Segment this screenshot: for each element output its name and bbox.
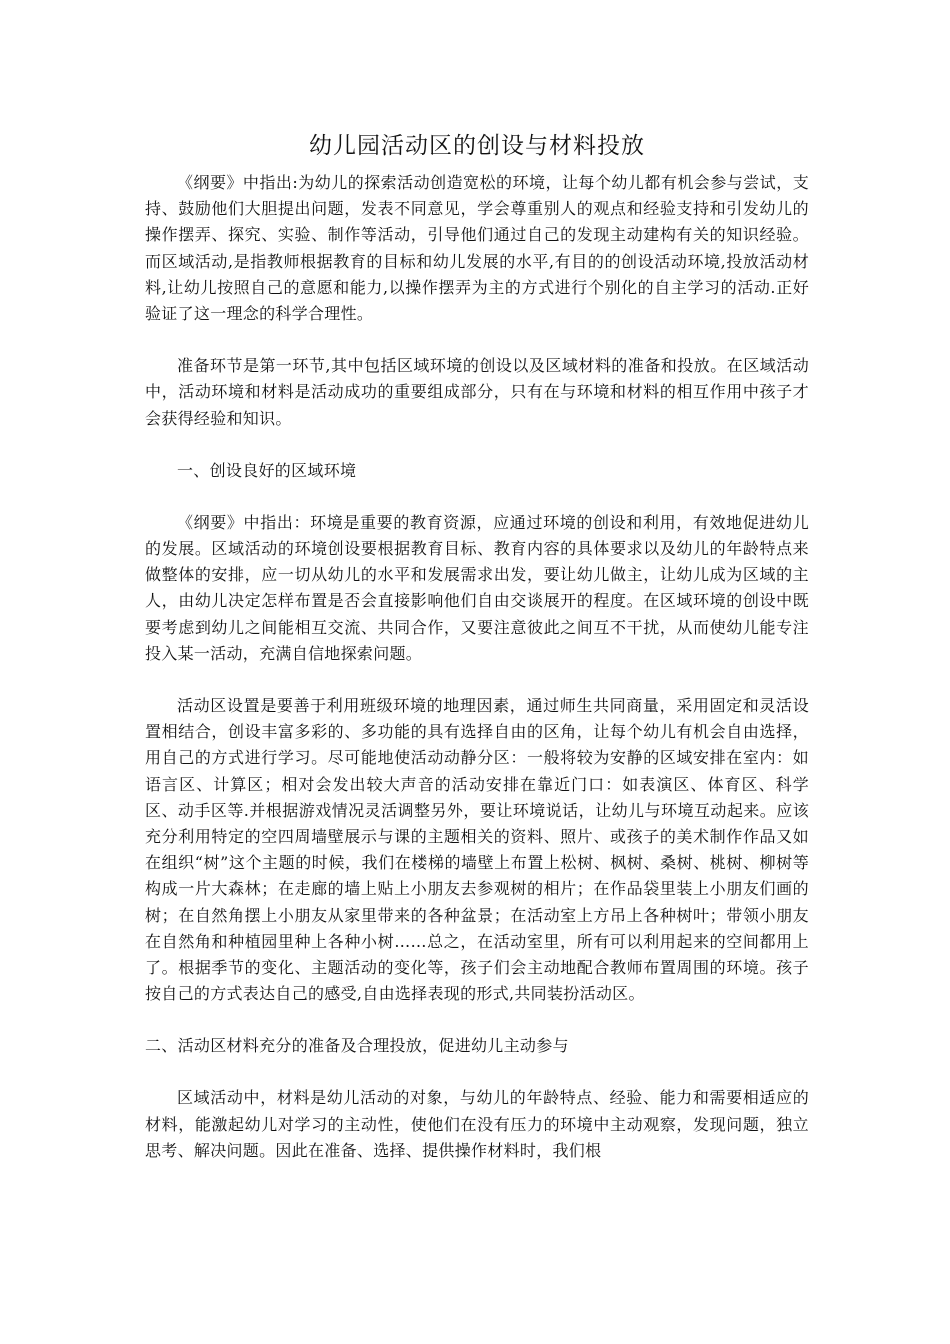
document-title: 幼儿园活动区的创设与材料投放 (309, 133, 645, 159)
paragraph-materials: 区域活动中，材料是幼儿活动的对象，与幼儿的年龄特点、经验、能力和需要相适应的材料，能激起幼儿对学习的主动性，使他们在没有压力的环境中主动观察，发现问题，独立思考、解决问题。因此在准备、选择、提供操作材料时，我们根 (145, 1088, 809, 1160)
paragraph-environment: 《纲要》中指出：环境是重要的教育资源，应通过环境的创设和利用，有效地促进幼儿的发展。区域活动的环境创设要根据教育目标、教育内容的具体要求以及幼儿的年龄特点来做整体的安排，应一切从幼儿的水平和发展需求出发，要让幼儿做主，让幼儿成为区域的主人，由幼儿决定怎样布置是否会直接影响他们自由交谈展开的程度。在区域环境的创设中既要考虑到幼儿之间能相互交流、共同合作，又要注意彼此之间互不干扰，从而使幼儿能专注投入某一活动，充满自信地探索问题。 (145, 512, 809, 663)
document-page (145, 128, 809, 1190)
paragraph-preparation: 准备环节是第一环节,其中包括区域环境的创设以及区域材料的准备和投放。在区域活动中，活动环境和材料是活动成功的重要组成部分，只有在与环境和材料的相互作用中孩子才会获得经验和知识。 (145, 356, 809, 428)
paragraph-intro: 《纲要》中指出:为幼儿的探索活动创造宽松的环境，让每个幼儿都有机会参与尝试，支持、鼓励他们大胆提出问题，发表不同意见，学会尊重别人的观点和经验支持和引发幼儿的操作摆弄、探究、实验、制作等活动，引导他们通过自己的发现主动建构有关的知识经验。而区域活动,是指教师根据教育的目标和幼儿发展的水平,有目的的创设活动环境,投放活动材料,让幼儿按照自己的意愿和能力,以操作摆弄为主的方式进行个别化的自主学习的活动.正好验证了这一理念的科学合理性。 (145, 173, 809, 324)
section-heading-2: 二、活动区材料充分的准备及合理投放，促进幼儿主动参与 (145, 1036, 569, 1056)
paragraph-activity-area: 活动区设置是要善于利用班级环境的地理因素，通过师生共同商量，采用固定和灵活设置相结合，创设丰富多彩的、多功能的具有选择自由的区角，让每个幼儿有机会自由选择，用自己的方式进行学习。尽可能地使活动动静分区：一般将较为安静的区域安排在室内：如语言区、计算区；相对会发出较大声音的活动安排在靠近门口：如表演区、体育区、科学区、动手区等.并根据游戏情况灵活调整另外，要让环境说话，让幼儿与环境互动起来。应该充分利用特定的空四周墙壁展示与课的主题相关的资料、照片、或孩子的美术制作作品又如在组织“树”这个主题的时候，我们在楼梯的墙壁上布置上松树、枫树、桑树、桃树、柳树等构成一片大森林；在走廊的墙上贴上小朋友去参观树的相片；在作品袋里装上小朋友们画的树；在自然角摆上小朋友从家里带来的各种盆景；在活动室上方吊上各种树叶；带领小朋友在自然角和种植园里种上各种小树……总之，在活动室里，所有可以利用起来的空间都用上了。根据季节的变化、主题活动的变化等，孩子们会主动地配合教师布置周围的环境。孩子按自己的方式表达自己的感受,自由选择表现的形式,共同装扮活动区。 (145, 696, 809, 1004)
section-heading-1: 一、创设良好的区域环境 (177, 460, 357, 480)
